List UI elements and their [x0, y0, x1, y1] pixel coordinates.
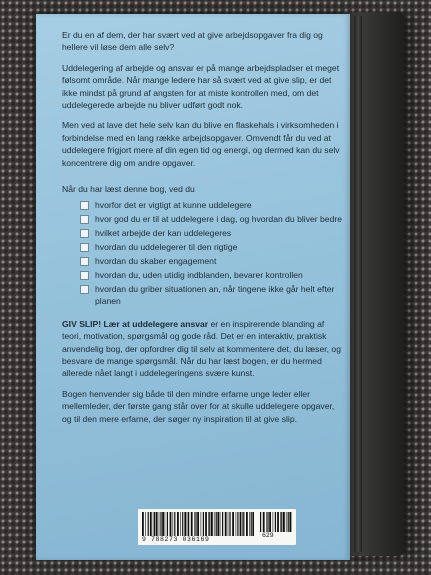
barcode-bar: [236, 512, 237, 536]
barcode-bar: [187, 512, 188, 536]
barcode-bar: [243, 512, 244, 536]
barcode-bar: [197, 512, 199, 536]
barcode-bar: [252, 512, 254, 536]
barcode-bar: [180, 512, 181, 536]
barcode-bar: [289, 512, 291, 532]
checklist-item-text: hvorfor det er vigtigt at kunne uddelegere: [95, 200, 252, 211]
barcode-addon-digits: 629: [262, 532, 274, 539]
barcode-bar: [191, 512, 193, 536]
barcode-bar: [225, 512, 227, 536]
barcode-bar: [211, 512, 213, 536]
barcode-bar: [173, 512, 174, 536]
checklist-item: [80, 213, 344, 225]
barcode-bar: [280, 512, 281, 532]
checklist: [80, 199, 344, 307]
barcode-bar: [208, 512, 209, 536]
checklist-lead: Når du har læst denne bog, ved du: [62, 184, 195, 195]
checklist-item-text: hvordan du skaber engagement: [95, 256, 217, 267]
barcode-bar: [228, 512, 229, 536]
barcode-bar: [195, 512, 196, 536]
back-cover-text: [62, 29, 344, 433]
checkbox-icon: [80, 215, 89, 224]
barcode-bar: [229, 512, 230, 536]
barcode-bar: [182, 512, 183, 536]
checkbox-icon: [80, 243, 89, 252]
barcode-bar: [275, 512, 276, 532]
barcode-bar: [263, 512, 265, 532]
barcode-bar: [249, 512, 250, 536]
barcode-bar: [220, 512, 221, 536]
checkbox-icon: [80, 271, 89, 280]
barcode-bar: [142, 512, 144, 536]
barcode-digits: 9 788273 036169: [142, 536, 210, 543]
checklist-item: [80, 227, 344, 239]
intro-paragraph-3: Men ved at lave det hele selv kan du blive en flaskehals i virksomheden i forbindelse med en lang række arbejdsopgaver. Omvendt får du ved at uddelegere frigjort mere af din egen tid og energi, og dermed kan du selv koncentrere dig om andre opgaver.: [62, 120, 340, 168]
barcode-bar: [281, 512, 282, 532]
checklist-item: [80, 255, 344, 267]
checklist-item: [80, 241, 344, 253]
barcode-bar: [153, 512, 154, 536]
barcode-bar: [154, 512, 155, 536]
barcode-bar: [214, 512, 215, 536]
barcode-bar: [188, 512, 189, 536]
barcode-bar: [205, 512, 207, 536]
checklist-item: [80, 269, 344, 281]
barcode-bar: [167, 512, 168, 536]
barcode-icon: [142, 512, 254, 536]
barcode-bar: [148, 512, 149, 536]
intro-paragraph-2: Uddelegering af arbejde og ansvar er på mange arbejdspladser et meget følsomt område. Når mange ledere har så svært ved at give slip, er det ikke mindst på grund af angsten for at miste kontrollen med, om det uddelegerede arbejde nu bliver udført godt nok.: [62, 62, 340, 111]
barcode-bar: [260, 512, 261, 532]
barcode-bar: [160, 512, 161, 536]
blurb-text: er en inspirerende blanding af teori, motivation, spørgsmål og gode råd. Det er en interaktiv, praktisk anvendelig bog, der opfordrer dig til selv at kommentere det, du læser, og besvare de mange spørgsmål. Når du har læst bogen, er du hermed allerede nået langt i uddelegeringens svære kunst.: [62, 318, 341, 379]
checklist-item: [80, 283, 344, 308]
checkbox-icon: [80, 229, 89, 238]
barcode-bar: [170, 512, 172, 536]
barcode-bar: [216, 512, 217, 536]
barcode-bar: [165, 512, 166, 536]
checkbox-icon: [80, 201, 89, 210]
barcode-bar: [273, 512, 274, 532]
barcode-bar: [159, 512, 160, 536]
barcode-bar: [174, 512, 175, 536]
barcode-bar: [266, 512, 267, 532]
spine-hinge: [354, 16, 362, 552]
barcode-bar: [145, 512, 146, 536]
barcode-bar: [201, 512, 202, 536]
barcode-bar: [222, 512, 223, 536]
checklist-item-text: hvor god du er til at uddelegere i dag, og hvordan du bliver bedre: [95, 214, 342, 225]
barcode-bar: [277, 512, 279, 532]
book-title-bold: GIV SLIP! Lær at uddelegere ansvar: [62, 318, 209, 329]
barcode-bar: [184, 512, 186, 536]
barcode-bar: [150, 512, 152, 536]
intro-paragraph-1: Er du en af dem, der har svært ved at give arbejdsopgaver fra dig og hellere vil løse dem alle selv?: [62, 30, 323, 53]
checkbox-icon: [80, 257, 89, 266]
barcode-bar: [156, 512, 158, 536]
barcode-bar: [203, 512, 204, 536]
barcode-bar: [288, 512, 289, 532]
book-spine: [342, 12, 404, 556]
barcode-bar: [267, 512, 268, 532]
checklist-item-text: hvordan du griber situationen an, når tingene ikke går helt efter planen: [95, 283, 335, 307]
barcode-bar: [194, 512, 195, 536]
barcode-bar: [162, 512, 164, 536]
checklist-item-text: hvordan du uddelegerer til den rigtige: [95, 242, 238, 253]
checkbox-icon: [80, 285, 89, 294]
barcode-bar: [269, 512, 271, 532]
barcode-bar: [283, 512, 285, 532]
barcode-sticker: [138, 509, 296, 545]
barcode-bar: [232, 512, 234, 536]
blurb-paragraph: [62, 318, 344, 380]
barcode-bar: [240, 512, 242, 536]
checklist-item-text: hvordan du, uden utidig indblanden, bevarer kontrollen: [95, 270, 303, 280]
audience-paragraph: Bogen henvender sig både til den mindre erfarne unge leder eller mellemleder, der første gang står over for at skulle uddelegere opgaver, og til den mere erfarne, der søger ny inspiration til at give slip.: [62, 388, 335, 424]
barcode-bar: [246, 512, 248, 536]
barcode-bar: [286, 512, 287, 532]
barcode-bar: [177, 512, 179, 536]
checklist-item: [80, 199, 344, 211]
checklist-item-text: hvilket arbejde der kan uddelegeres: [95, 228, 232, 239]
barcode-bar: [251, 512, 252, 536]
barcode-bar: [242, 512, 243, 536]
barcode-bar: [237, 512, 238, 536]
barcode-bar: [217, 512, 219, 536]
barcode-addon-icon: [260, 512, 292, 532]
barcode-bar: [209, 512, 210, 536]
